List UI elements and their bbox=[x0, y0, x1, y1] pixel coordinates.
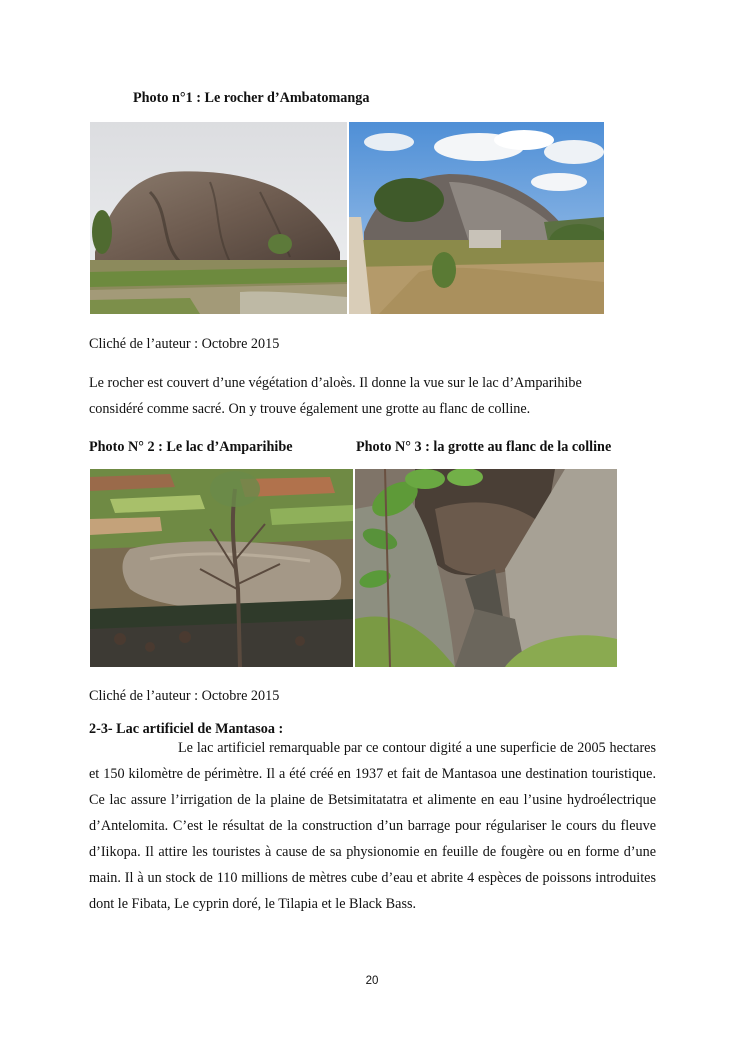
paragraph-line: Le rocher est couvert d’une végétation d’aloès. Il donne la vue sur le lac d’Amparihibe bbox=[89, 375, 582, 391]
photo-rock-ambatomanga-left bbox=[90, 122, 347, 314]
photo2-caption: Photo N° 2 : Le lac d’Amparihibe bbox=[89, 439, 293, 455]
page-number: 20 bbox=[365, 975, 379, 987]
photo-lake-amparihibe bbox=[90, 469, 353, 667]
photo1-caption: Photo n°1 : Le rocher d’Ambatomanga bbox=[133, 90, 370, 106]
photo-credit: Cliché de l’auteur : Octobre 2015 bbox=[89, 336, 280, 352]
photo-rock-ambatomanga-right bbox=[349, 122, 604, 314]
photo3-caption: Photo N° 3 : la grotte au flanc de la colline bbox=[356, 439, 612, 455]
photo-credit: Cliché de l’auteur : Octobre 2015 bbox=[89, 688, 280, 704]
photo-grotto-hillside bbox=[355, 469, 617, 667]
paragraph-line: considéré comme sacré. On y trouve également une grotte au flanc de colline. bbox=[89, 401, 531, 417]
section-body: Le lac artificiel remarquable par ce contour digité a une superficie de 2005 hectares et 150 kilomètre de périmètre. Il a été créé en 1937 et fait de Mantasoa une destination touristique. Ce lac assure l’irrigation de la plaine de Betsimitatatra et alimente en eau l’usine hydroélectrique d’Antelomita. C’est le résultat de la construction d’un barrage pour régulariser le cours du fleuve d’Iikopa. Il attire les touristes à cause de sa physionomie en feuille de fougère ou en forme d’une main. Il à un stock de 110 millions de mètres cube d’eau et abrite 4 espèces de poissons introduites dont le Fibata, Le cyprin doré, le Tilapia et le Black Bass. bbox=[89, 740, 656, 912]
section-heading: 2-3- Lac artificiel de Mantasoa : bbox=[89, 721, 284, 737]
